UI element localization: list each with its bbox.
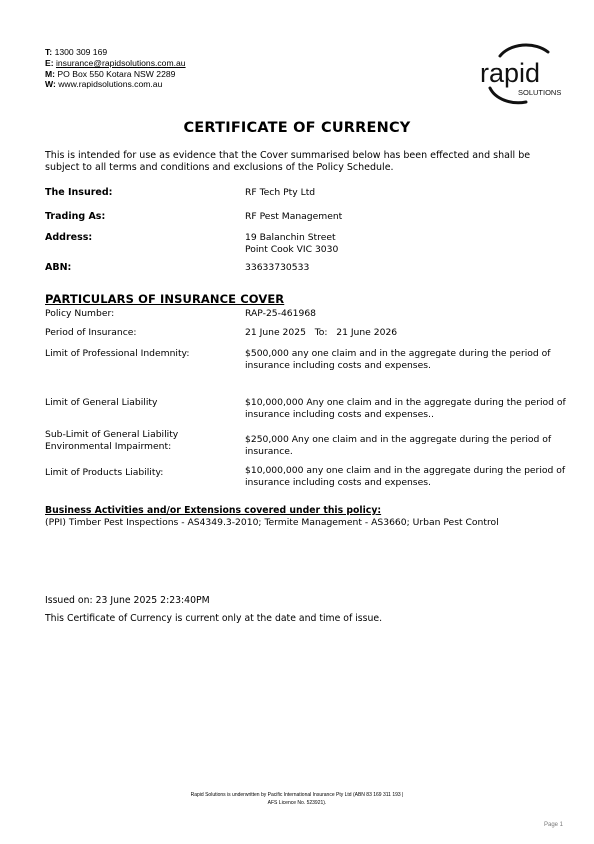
products-limit-value: $10,000,000 any one claim and in the aggregate during the period of insurance including costs and expenses. — [245, 465, 566, 488]
sub-limit-value: $250,000 Any one claim and in the aggregate during the period of insurance. — [245, 434, 552, 457]
page-number: Page 1 — [544, 822, 564, 828]
contact-phone: T: 1300 309 169 — [45, 47, 108, 57]
pi-limit-label: Limit of Professional Indemnity: — [45, 348, 190, 359]
website-link[interactable]: www.rapidsolutions.com.au — [58, 79, 163, 90]
period-value — [245, 327, 575, 339]
address-line-1: 19 Balanchin Street — [245, 232, 336, 243]
trading-label: Trading As: — [45, 211, 106, 222]
underwriter-footer: Rapid Solutions is underwritten by Pacific International Insurance Pty Ltd (ABN 83 169 311 193 | AFS Licence No. 523921). — [190, 792, 404, 806]
rapid-solutions-logo — [478, 38, 570, 110]
gl-limit-label: Limit of General Liability — [45, 397, 158, 408]
logo-tagline: SOLUTIONS — [518, 88, 562, 97]
contact-web: W: www.rapidsolutions.com.au — [45, 79, 163, 90]
logo-wordmark: rapid — [480, 58, 541, 88]
email-link[interactable]: insurance@rapidsolutions.com.au — [55, 57, 186, 68]
pi-limit-value: $500,000 any one claim and in the aggregate during the period of insurance including costs and expenses. — [245, 348, 551, 371]
address-line-2: Point Cook VIC 3030 — [245, 243, 339, 255]
contact-block — [45, 47, 186, 90]
certificate-title: CERTIFICATE OF CURRENCY — [183, 120, 411, 136]
sub-limit-label: Sub-Limit of General Liability Environmental Impairment: — [45, 429, 179, 452]
business-activities-heading: Business Activities and/or Extensions covered under this policy: — [45, 505, 382, 516]
policy-number-value: RAP-25-461968 — [245, 308, 317, 319]
insured-value: RF Tech Pty Ltd — [245, 187, 316, 198]
period-label: Period of Insurance: — [45, 327, 137, 338]
abn-value: 33633730533 — [245, 262, 310, 273]
policy-number-label: Policy Number: — [45, 308, 115, 319]
products-limit-label: Limit of Products Liability: — [45, 467, 164, 478]
trading-value: RF Pest Management — [245, 211, 343, 222]
issued-date: Issued on: 23 June 2025 2:23:40PM — [45, 595, 210, 606]
contact-email: E: insurance@rapidsolutions.com.au — [45, 57, 186, 68]
gl-limit-value: $10,000,000 Any one claim and in the aggregate during the period of insurance including costs and expenses.. — [245, 397, 566, 420]
address-value — [245, 232, 575, 255]
intro-text: This is intended for use as evidence that the Cover summarised below has been effected and shall be subject to all terms and conditions and exclusions of the Policy Schedule. — [45, 150, 531, 173]
period-to: 21 June 2026 — [336, 327, 398, 338]
abn-label: ABN: — [45, 262, 72, 273]
contact-mail: M: PO Box 550 Kotara NSW 2289 — [45, 68, 176, 79]
period-to-label: To: — [314, 327, 328, 338]
insured-label: The Insured: — [45, 187, 113, 198]
period-from: 21 June 2025 — [245, 327, 306, 338]
address-label: Address: — [45, 232, 93, 243]
particulars-heading: PARTICULARS OF INSURANCE COVER — [45, 292, 285, 306]
currency-note: This Certificate of Currency is current only at the date and time of issue. — [45, 613, 383, 624]
business-activities-text: (PPI) Timber Pest Inspections - AS4349.3-2010; Termite Management - AS3660; Urban Pest Control — [45, 517, 499, 528]
